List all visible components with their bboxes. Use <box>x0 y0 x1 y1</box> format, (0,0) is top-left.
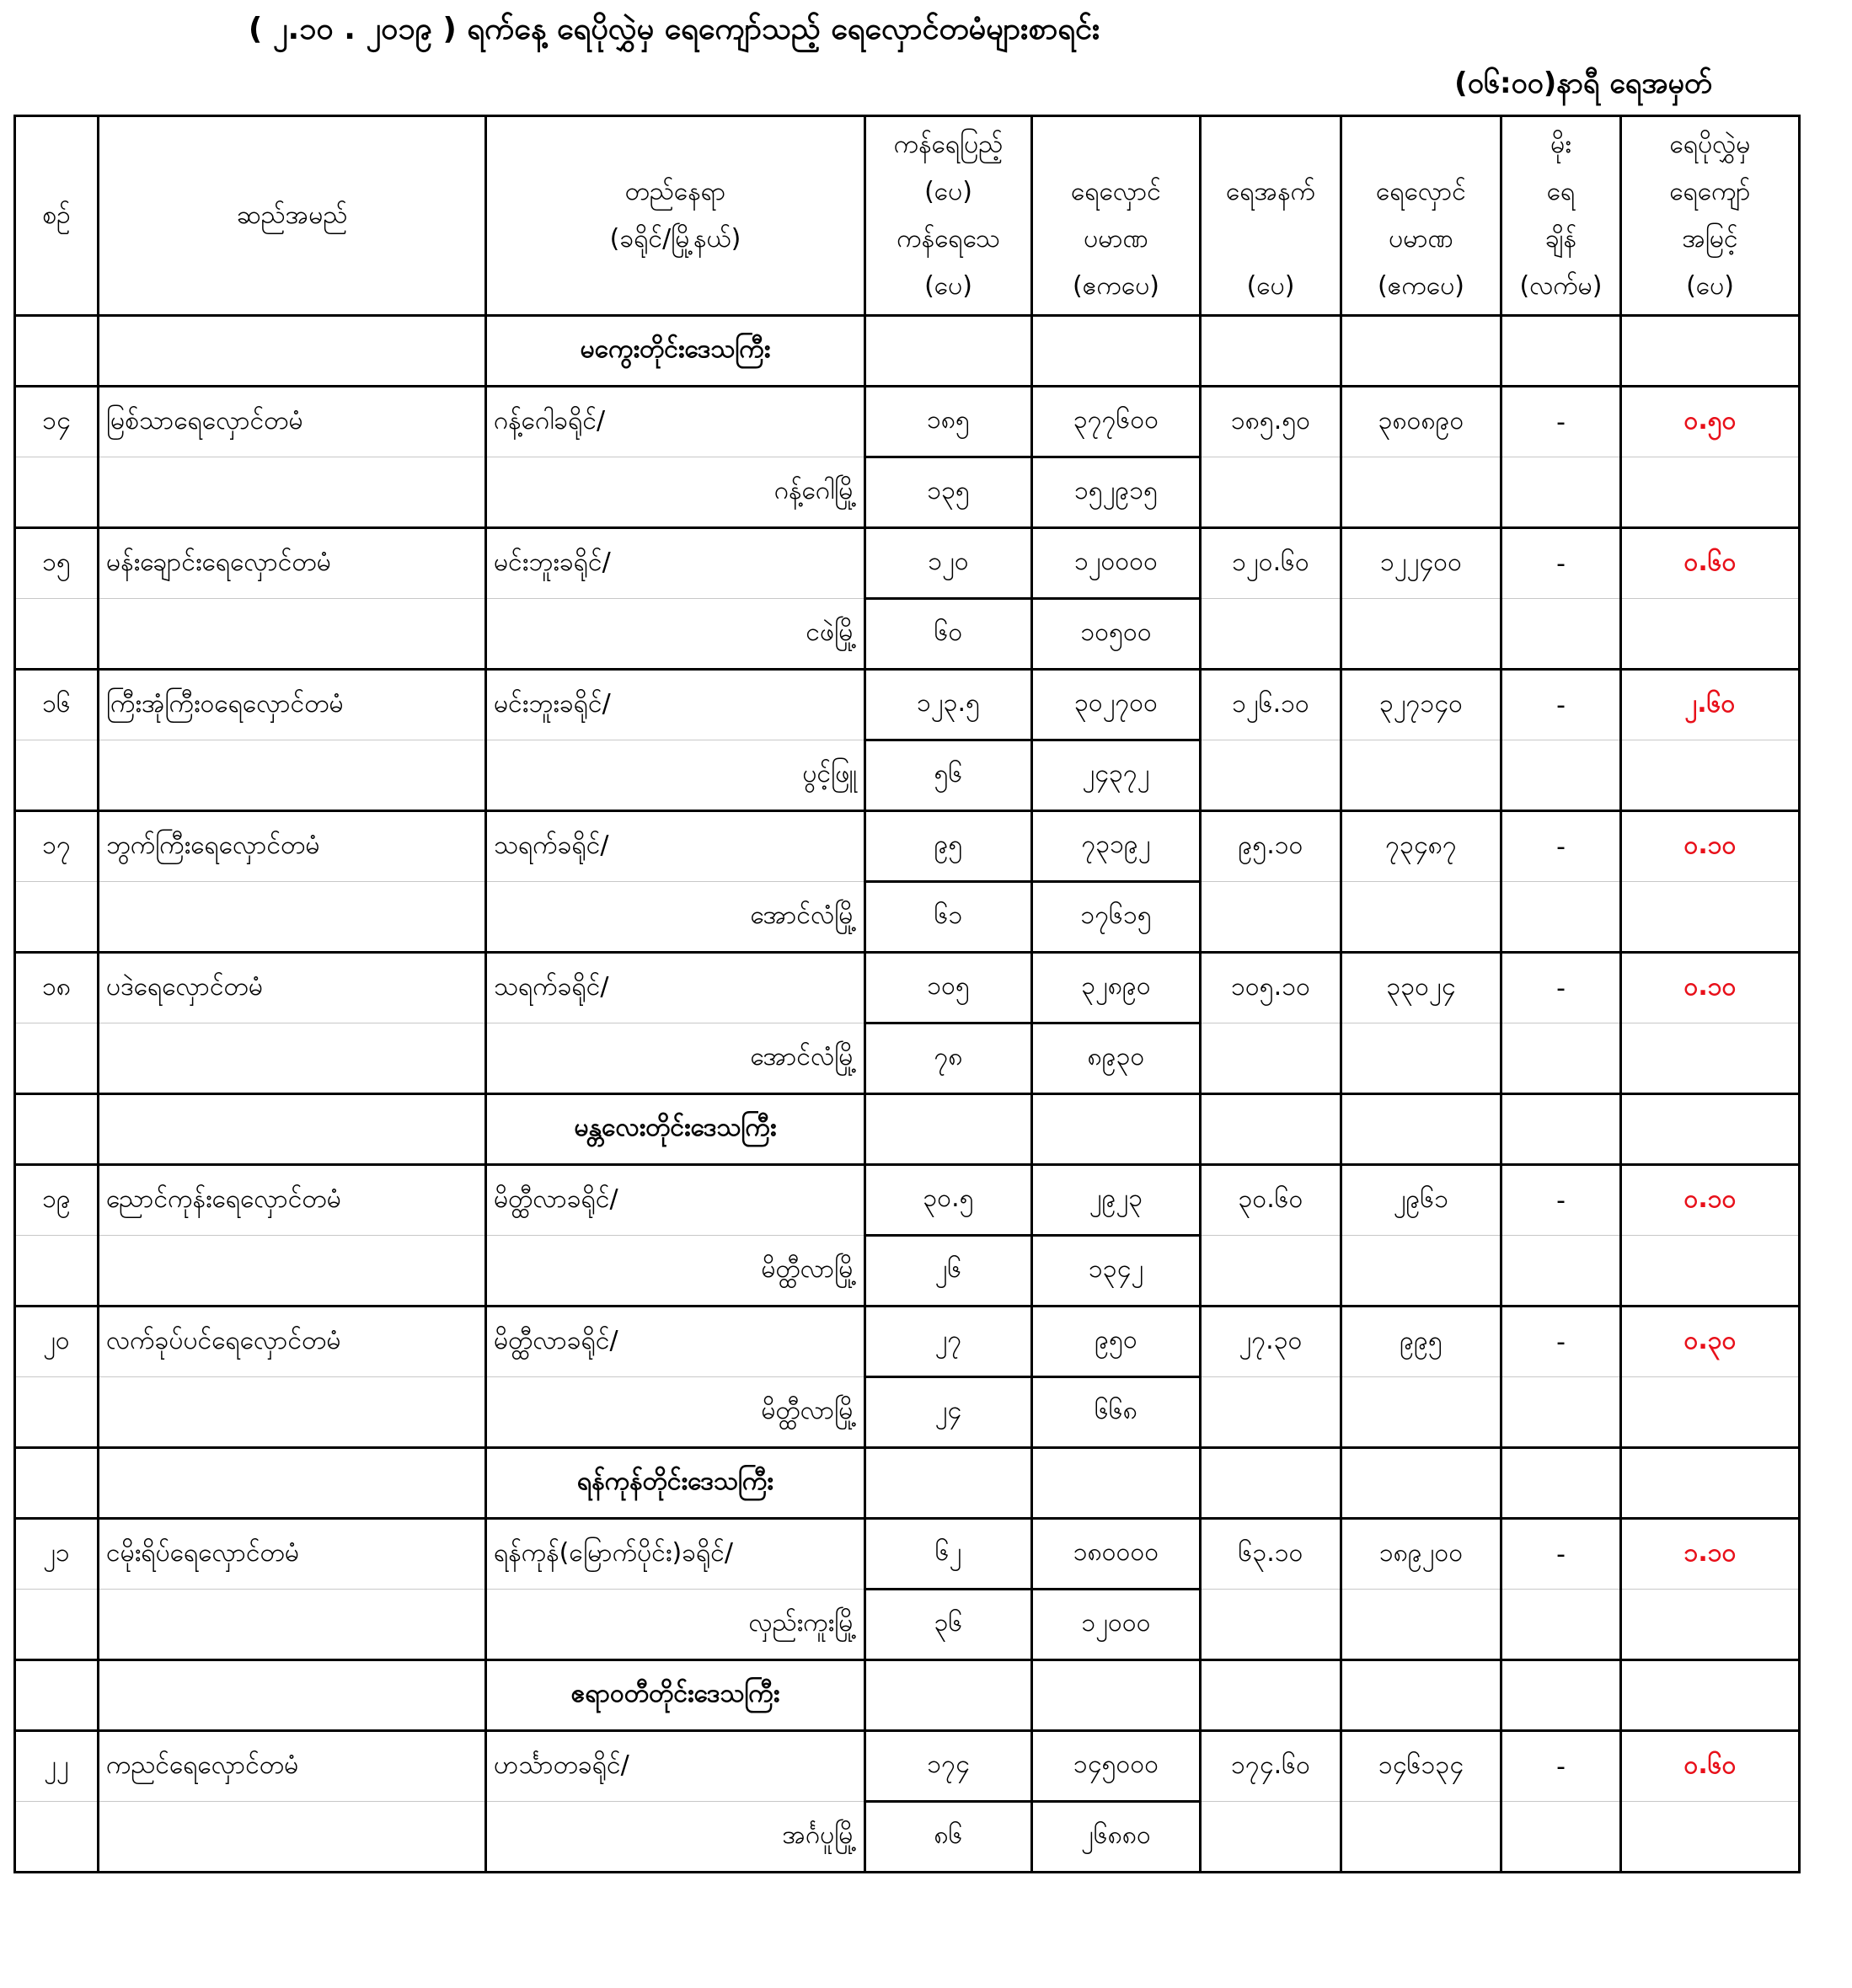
table-row <box>15 528 1800 599</box>
empty-cell <box>1501 1590 1621 1660</box>
empty-cell <box>1341 1023 1501 1094</box>
full-level: ၁၈၅ <box>865 387 1032 457</box>
dam-district: မင်းဘူးခရိုင်/ <box>486 670 865 740</box>
full-capacity: ၇၃၁၉၂ <box>1032 811 1201 882</box>
empty-cell <box>99 1094 486 1165</box>
dam-number: ၁၇ <box>15 811 99 882</box>
rainfall: - <box>1501 1165 1621 1236</box>
overflow-height: ၀.၅၀ <box>1621 387 1800 457</box>
empty-cell <box>15 740 99 811</box>
table-row <box>15 457 1800 528</box>
region-label: ဧရာဝတီတိုင်းဒေသကြီး <box>486 1660 865 1731</box>
empty-cell <box>865 316 1032 387</box>
empty-cell <box>1201 1660 1341 1731</box>
header-current-level: ရေအနက် (ပေ) <box>1201 116 1341 316</box>
dead-capacity: ၈၉၃၀ <box>1032 1023 1201 1094</box>
empty-cell <box>1341 882 1501 953</box>
empty-cell <box>1032 1448 1201 1519</box>
empty-cell <box>15 1590 99 1660</box>
full-capacity: ၂၉၂၃ <box>1032 1165 1201 1236</box>
dead-level: ၃၆ <box>865 1590 1032 1660</box>
dam-township: အောင်လံမြို့ <box>486 882 865 953</box>
overflow-height: ၀.၆၀ <box>1621 1731 1800 1802</box>
header-name: ဆည်အမည် <box>99 116 486 316</box>
overflow-height: ၀.၁၀ <box>1621 953 1800 1023</box>
full-capacity: ၁၈၀၀၀၀ <box>1032 1519 1201 1590</box>
table-row <box>15 740 1800 811</box>
table-row <box>15 599 1800 670</box>
dam-name: မြစ်သာရေလှောင်တမံ <box>99 387 486 457</box>
empty-cell <box>1621 599 1800 670</box>
empty-cell <box>1201 1802 1341 1873</box>
rainfall: - <box>1501 1307 1621 1377</box>
current-level: ၁၂၆.၁၀ <box>1201 670 1341 740</box>
dead-capacity: ၁၇၆၁၅ <box>1032 882 1201 953</box>
dam-district: ရန်ကုန်(မြောက်ပိုင်း)ခရိုင်/ <box>486 1519 865 1590</box>
dead-capacity: ၂၆၈၈၀ <box>1032 1802 1201 1873</box>
empty-cell <box>1501 1023 1621 1094</box>
empty-cell <box>1201 740 1341 811</box>
current-level: ၁၇၄.၆၀ <box>1201 1731 1341 1802</box>
dam-number: ၁၉ <box>15 1165 99 1236</box>
table-row <box>15 811 1800 882</box>
table-row <box>15 1731 1800 1802</box>
full-level: ၁၀၅ <box>865 953 1032 1023</box>
dam-name: ကြီးအုံကြီးဝရေလှောင်တမံ <box>99 670 486 740</box>
full-level: ၆၂ <box>865 1519 1032 1590</box>
dam-number: ၂၂ <box>15 1731 99 1802</box>
dam-township: လှည်းကူးမြို့ <box>486 1590 865 1660</box>
dam-township: အင်္ဂပူမြို့ <box>486 1802 865 1873</box>
dam-number: ၁၄ <box>15 387 99 457</box>
header-rainfall: မိုး ရေ ချိန် (လက်မ) <box>1501 116 1621 316</box>
region-row <box>15 1448 1800 1519</box>
empty-cell <box>15 599 99 670</box>
empty-cell <box>99 740 486 811</box>
dead-level: ၈၆ <box>865 1802 1032 1873</box>
dam-township: ပွင့်ဖြူ <box>486 740 865 811</box>
full-capacity: ၉၅၀ <box>1032 1307 1201 1377</box>
overflow-height: ၀.၁၀ <box>1621 811 1800 882</box>
table-row <box>15 670 1800 740</box>
current-capacity: ၃၃၀၂၄ <box>1341 953 1501 1023</box>
table-body <box>15 316 1800 1873</box>
dam-township: မိတ္ထီလာမြို့ <box>486 1236 865 1307</box>
table-row <box>15 1236 1800 1307</box>
empty-cell <box>1621 1660 1800 1731</box>
reservoir-table <box>13 115 1801 1873</box>
region-row <box>15 316 1800 387</box>
empty-cell <box>1201 1448 1341 1519</box>
current-level: ၆၃.၁၀ <box>1201 1519 1341 1590</box>
dam-name: ပဒဲရေလှောင်တမံ <box>99 953 486 1023</box>
current-capacity: ၃၈၀၈၉၀ <box>1341 387 1501 457</box>
overflow-height: ၀.၁၀ <box>1621 1165 1800 1236</box>
table-row <box>15 1165 1800 1236</box>
empty-cell <box>99 882 486 953</box>
table-row <box>15 953 1800 1023</box>
empty-cell <box>1341 1377 1501 1448</box>
dead-capacity: ၁၂၀၀၀ <box>1032 1590 1201 1660</box>
dam-district: ဟင်္သာတခရိုင်/ <box>486 1731 865 1802</box>
table-row <box>15 882 1800 953</box>
empty-cell <box>1501 1094 1621 1165</box>
dam-number: ၂၀ <box>15 1307 99 1377</box>
region-label: မန္တလေးတိုင်းဒေသကြီး <box>486 1094 865 1165</box>
dam-township: ဂန့်ဂေါမြို့ <box>486 457 865 528</box>
empty-cell <box>1201 1023 1341 1094</box>
table-row <box>15 1802 1800 1873</box>
dam-name: ညောင်ကုန်းရေလှောင်တမံ <box>99 1165 486 1236</box>
empty-cell <box>99 599 486 670</box>
empty-cell <box>1341 1590 1501 1660</box>
region-row <box>15 1660 1800 1731</box>
table-row <box>15 387 1800 457</box>
empty-cell <box>1621 740 1800 811</box>
header-overflow-height: ရေပိုလွှဲမှ ရေကျော် အမြင့် (ပေ) <box>1621 116 1800 316</box>
dam-name: လက်ခုပ်ပင်ရေလှောင်တမံ <box>99 1307 486 1377</box>
rainfall: - <box>1501 528 1621 599</box>
dam-name: ကညင်ရေလှောင်တမံ <box>99 1731 486 1802</box>
dead-capacity: ၁၀၅၀၀ <box>1032 599 1201 670</box>
empty-cell <box>1621 1377 1800 1448</box>
empty-cell <box>99 1236 486 1307</box>
empty-cell <box>1201 1236 1341 1307</box>
empty-cell <box>1032 1094 1201 1165</box>
empty-cell <box>1621 1236 1800 1307</box>
empty-cell <box>99 1377 486 1448</box>
full-capacity: ၃၀၂၇၀၀ <box>1032 670 1201 740</box>
dam-township: ငဖဲမြို့ <box>486 599 865 670</box>
empty-cell <box>1501 882 1621 953</box>
empty-cell <box>1032 316 1201 387</box>
dead-level: ၁၃၅ <box>865 457 1032 528</box>
dam-number: ၁၅ <box>15 528 99 599</box>
region-label: မကွေးတိုင်းဒေသကြီး <box>486 316 865 387</box>
empty-cell <box>1621 1094 1800 1165</box>
dead-level: ၂၆ <box>865 1236 1032 1307</box>
table-row <box>15 1307 1800 1377</box>
empty-cell <box>1341 1802 1501 1873</box>
empty-cell <box>1341 1448 1501 1519</box>
overflow-height: ၁.၁၀ <box>1621 1519 1800 1590</box>
empty-cell <box>99 1023 486 1094</box>
current-capacity: ၇၃၄၈၇ <box>1341 811 1501 882</box>
empty-cell <box>865 1094 1032 1165</box>
dead-level: ၇၈ <box>865 1023 1032 1094</box>
current-capacity: ၁၈၉၂၀၀ <box>1341 1519 1501 1590</box>
empty-cell <box>1032 1660 1201 1731</box>
full-capacity: ၁၄၅၀၀၀ <box>1032 1731 1201 1802</box>
region-label: ရန်ကုန်တိုင်းဒေသကြီး <box>486 1448 865 1519</box>
rainfall: - <box>1501 670 1621 740</box>
empty-cell <box>1341 599 1501 670</box>
current-level: ၉၅.၁၀ <box>1201 811 1341 882</box>
dead-level: ၅၆ <box>865 740 1032 811</box>
empty-cell <box>1341 457 1501 528</box>
empty-cell <box>1621 316 1800 387</box>
empty-cell <box>99 457 486 528</box>
current-level: ၃၀.၆၀ <box>1201 1165 1341 1236</box>
empty-cell <box>99 1448 486 1519</box>
empty-cell <box>1621 882 1800 953</box>
empty-cell <box>1501 316 1621 387</box>
full-capacity: ၃၇၇၆၀၀ <box>1032 387 1201 457</box>
empty-cell <box>1341 316 1501 387</box>
full-capacity: ၃၂၈၉၀ <box>1032 953 1201 1023</box>
empty-cell <box>99 316 486 387</box>
dead-level: ၆၀ <box>865 599 1032 670</box>
empty-cell <box>15 1660 99 1731</box>
rainfall: - <box>1501 1519 1621 1590</box>
table-header <box>15 116 1800 316</box>
dead-level: ၂၄ <box>865 1377 1032 1448</box>
header-capacity-current: ရေလှောင် ပမာဏ (ဧကပေ) <box>1341 116 1501 316</box>
rainfall: - <box>1501 387 1621 457</box>
dead-capacity: ၂၄၃၇၂ <box>1032 740 1201 811</box>
dam-district: မိတ္ထီလာခရိုင်/ <box>486 1165 865 1236</box>
full-level: ၃၀.၅ <box>865 1165 1032 1236</box>
dam-district: မင်းဘူးခရိုင်/ <box>486 528 865 599</box>
empty-cell <box>1501 1802 1621 1873</box>
full-level: ၉၅ <box>865 811 1032 882</box>
empty-cell <box>15 1236 99 1307</box>
page-title: ( ၂.၁၀ . ၂၀၁၉ ) ရက်နေ့ ရေပိုလွှဲမှ ရေကျော်သည့် ရေလှောင်တမံများစာရင်း <box>248 12 1100 46</box>
empty-cell <box>1621 1023 1800 1094</box>
empty-cell <box>99 1802 486 1873</box>
table-row <box>15 1519 1800 1590</box>
dam-district: သရက်ခရိုင်/ <box>486 953 865 1023</box>
table-row <box>15 1023 1800 1094</box>
full-capacity: ၁၂၀၀၀၀ <box>1032 528 1201 599</box>
empty-cell <box>1501 457 1621 528</box>
dead-capacity: ၁၅၂၉၁၅ <box>1032 457 1201 528</box>
current-capacity: ၁၄၆၁၃၄ <box>1341 1731 1501 1802</box>
overflow-height: ၀.၆၀ <box>1621 528 1800 599</box>
current-level: ၂၇.၃၀ <box>1201 1307 1341 1377</box>
empty-cell <box>1201 1094 1341 1165</box>
full-level: ၂၇ <box>865 1307 1032 1377</box>
empty-cell <box>1501 599 1621 670</box>
page-subtitle: (၀၆:၀၀)နာရီ ရေအမှတ် <box>1454 67 1712 100</box>
empty-cell <box>15 1802 99 1873</box>
dead-capacity: ၆၆၈ <box>1032 1377 1201 1448</box>
empty-cell <box>1621 1448 1800 1519</box>
empty-cell <box>1621 1590 1800 1660</box>
dam-district: ဂန့်ဂေါခရိုင်/ <box>486 387 865 457</box>
empty-cell <box>1201 457 1341 528</box>
empty-cell <box>1201 1590 1341 1660</box>
current-capacity: ၃၂၇၁၄၀ <box>1341 670 1501 740</box>
empty-cell <box>15 1023 99 1094</box>
current-capacity: ၂၉၆၁ <box>1341 1165 1501 1236</box>
table-row <box>15 1377 1800 1448</box>
empty-cell <box>1501 1377 1621 1448</box>
current-capacity: ၉၉၅ <box>1341 1307 1501 1377</box>
current-level: ၁၂၀.၆၀ <box>1201 528 1341 599</box>
empty-cell <box>865 1660 1032 1731</box>
table-row <box>15 1590 1800 1660</box>
empty-cell <box>1621 457 1800 528</box>
empty-cell <box>1201 882 1341 953</box>
current-capacity: ၁၂၂၄၀၀ <box>1341 528 1501 599</box>
header-full-dead-level: ကန်ရေပြည့် (ပေ) ကန်ရေသေ (ပေ) <box>865 116 1032 316</box>
dam-number: ၁၆ <box>15 670 99 740</box>
dead-level: ၆၁ <box>865 882 1032 953</box>
empty-cell <box>15 1448 99 1519</box>
dam-township: မိတ္ထီလာမြို့ <box>486 1377 865 1448</box>
overflow-height: ၂.၆၀ <box>1621 670 1800 740</box>
empty-cell <box>1341 740 1501 811</box>
empty-cell <box>1621 1802 1800 1873</box>
full-level: ၁၂၀ <box>865 528 1032 599</box>
empty-cell <box>1201 599 1341 670</box>
empty-cell <box>15 1377 99 1448</box>
header-location: တည်နေရာ (ခရိုင်/မြို့နယ်) <box>486 116 865 316</box>
empty-cell <box>1341 1094 1501 1165</box>
empty-cell <box>15 882 99 953</box>
empty-cell <box>15 316 99 387</box>
overflow-height: ၀.၃၀ <box>1621 1307 1800 1377</box>
empty-cell <box>1201 1377 1341 1448</box>
full-level: ၁၇၄ <box>865 1731 1032 1802</box>
rainfall: - <box>1501 953 1621 1023</box>
empty-cell <box>865 1448 1032 1519</box>
current-level: ၁၈၅.၅၀ <box>1201 387 1341 457</box>
empty-cell <box>99 1660 486 1731</box>
empty-cell <box>99 1590 486 1660</box>
empty-cell <box>15 1094 99 1165</box>
dam-name: မန်းချောင်းရေလှောင်တမံ <box>99 528 486 599</box>
empty-cell <box>1501 740 1621 811</box>
empty-cell <box>1341 1660 1501 1731</box>
empty-cell <box>1501 1448 1621 1519</box>
dam-district: သရက်ခရိုင်/ <box>486 811 865 882</box>
empty-cell <box>1201 316 1341 387</box>
dam-name: ငမိုးရိပ်ရေလှောင်တမံ <box>99 1519 486 1590</box>
empty-cell <box>1341 1236 1501 1307</box>
empty-cell <box>1501 1236 1621 1307</box>
rainfall: - <box>1501 811 1621 882</box>
dead-capacity: ၁၃၄၂ <box>1032 1236 1201 1307</box>
full-level: ၁၂၃.၅ <box>865 670 1032 740</box>
rainfall: - <box>1501 1731 1621 1802</box>
empty-cell <box>1501 1660 1621 1731</box>
region-row <box>15 1094 1800 1165</box>
dam-township: အောင်လံမြို့ <box>486 1023 865 1094</box>
header-no: စဉ် <box>15 116 99 316</box>
dam-number: ၂၁ <box>15 1519 99 1590</box>
dam-number: ၁၈ <box>15 953 99 1023</box>
empty-cell <box>15 457 99 528</box>
header-capacity-full: ရေလှောင် ပမာဏ (ဧကပေ) <box>1032 116 1201 316</box>
dam-name: ဘွက်ကြီးရေလှောင်တမံ <box>99 811 486 882</box>
current-level: ၁၀၅.၁၀ <box>1201 953 1341 1023</box>
dam-district: မိတ္ထီလာခရိုင်/ <box>486 1307 865 1377</box>
